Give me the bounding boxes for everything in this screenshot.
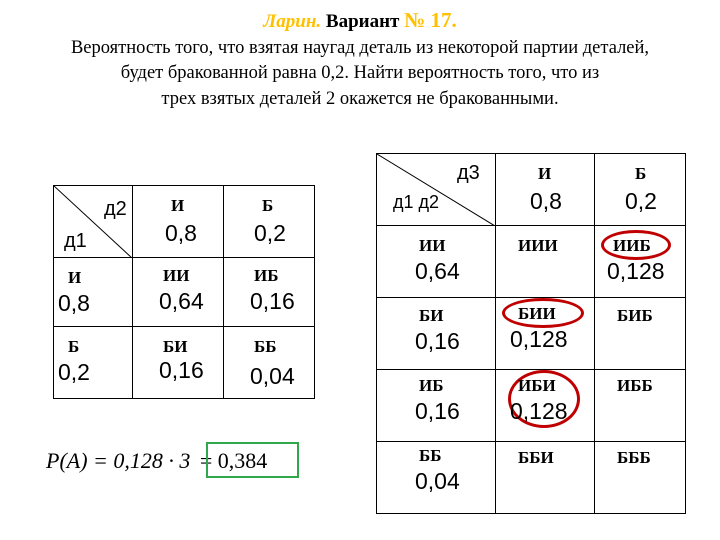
row-label: И [68, 268, 82, 287]
left-col-header-1 [224, 186, 315, 258]
cell-label: ИИИ [518, 236, 558, 255]
left-cell-0-0 [133, 258, 224, 327]
right-row-header-0 [377, 226, 496, 298]
col-prob: 0,2 [254, 220, 286, 246]
right-cell-2-1 [595, 370, 686, 442]
row-prob: 0,16 [415, 328, 460, 354]
left-corner-top: д2 [104, 198, 127, 220]
cell-label: ИИБ [613, 236, 651, 255]
left-cell-1-1 [224, 327, 315, 399]
left-corner-cell [54, 186, 133, 258]
right-cell-2-0 [496, 370, 595, 442]
right-row-header-2 [377, 370, 496, 442]
col-prob: 0,8 [165, 220, 197, 246]
col-label: И [171, 196, 185, 215]
cell-label: ИБ [254, 266, 279, 285]
cell-prob: 0,04 [250, 363, 295, 389]
cell-prob: 0,64 [159, 288, 204, 314]
cell-label: БИИ [518, 304, 556, 323]
problem-line-3: трех взятых деталей 2 окажется не бракованными. [161, 89, 559, 109]
right-row-header-1 [377, 298, 496, 370]
cell-label: БИ [163, 337, 188, 356]
left-cell-1-0 [133, 327, 224, 399]
cell-prob: 0,16 [159, 357, 204, 383]
left-row-header-0 [54, 258, 133, 327]
col-label: И [538, 164, 552, 183]
row-prob: 0,64 [415, 258, 460, 284]
right-probability-table [376, 153, 686, 514]
cell-prob: 0,128 [510, 398, 568, 424]
right-cell-1-1 [595, 298, 686, 370]
cell-prob: 0,16 [250, 288, 295, 314]
left-probability-table [53, 185, 315, 399]
col-prob: 0,8 [530, 188, 562, 214]
row-label: ИИ [419, 236, 446, 255]
cell-label: ББ [254, 337, 277, 356]
cell-label: ББИ [518, 448, 554, 467]
cell-label: БИБ [617, 306, 653, 325]
row-label: ИБ [419, 376, 444, 395]
formula-result: = 0,384 [199, 448, 268, 473]
right-cell-0-0 [496, 226, 595, 298]
row-prob: 0,16 [415, 398, 460, 424]
right-cell-0-1 [595, 226, 686, 298]
left-col-header-0 [133, 186, 224, 258]
right-corner-cell [377, 154, 496, 226]
formula-expression: P(A) = 0,128 · 3 [46, 448, 191, 473]
cell-label: ИББ [617, 376, 653, 395]
right-cell-3-1 [595, 442, 686, 514]
left-cell-0-1 [224, 258, 315, 327]
row-label: БИ [419, 306, 444, 325]
row-prob: 0,8 [58, 290, 90, 316]
problem-line-1: Вероятность того, что взятая наугад деталь из некоторой партии деталей, [70, 38, 650, 58]
title-author: Ларин. [263, 11, 322, 32]
problem-line-2: будет бракованной равна 0,2. Найти вероятность того, что из [120, 63, 600, 83]
right-row-header-3 [377, 442, 496, 514]
cell-prob: 0,128 [607, 258, 665, 284]
col-label: Б [635, 164, 647, 183]
right-corner-bottom: д1 д2 [393, 192, 440, 212]
slide-title [0, 8, 720, 33]
right-col-header-1 [595, 154, 686, 226]
right-cell-3-0 [496, 442, 595, 514]
right-col-header-0 [496, 154, 595, 226]
result-highlight-box [206, 442, 299, 478]
row-label: ББ [419, 446, 442, 465]
right-cell-1-0 [496, 298, 595, 370]
cell-label: БББ [617, 448, 651, 467]
cell-label: ИИ [163, 266, 190, 285]
cell-label: ИБИ [518, 376, 556, 395]
cell-prob: 0,128 [510, 326, 568, 352]
title-number: № 17. [404, 8, 457, 32]
title-variant: Вариант [325, 11, 400, 32]
left-row-header-1 [54, 327, 133, 399]
col-label: Б [262, 196, 274, 215]
row-label: Б [68, 337, 80, 356]
row-prob: 0,04 [415, 468, 460, 494]
left-corner-bottom: д1 [64, 230, 87, 252]
row-prob: 0,2 [58, 359, 90, 385]
right-corner-top: д3 [457, 162, 480, 184]
col-prob: 0,2 [625, 188, 657, 214]
